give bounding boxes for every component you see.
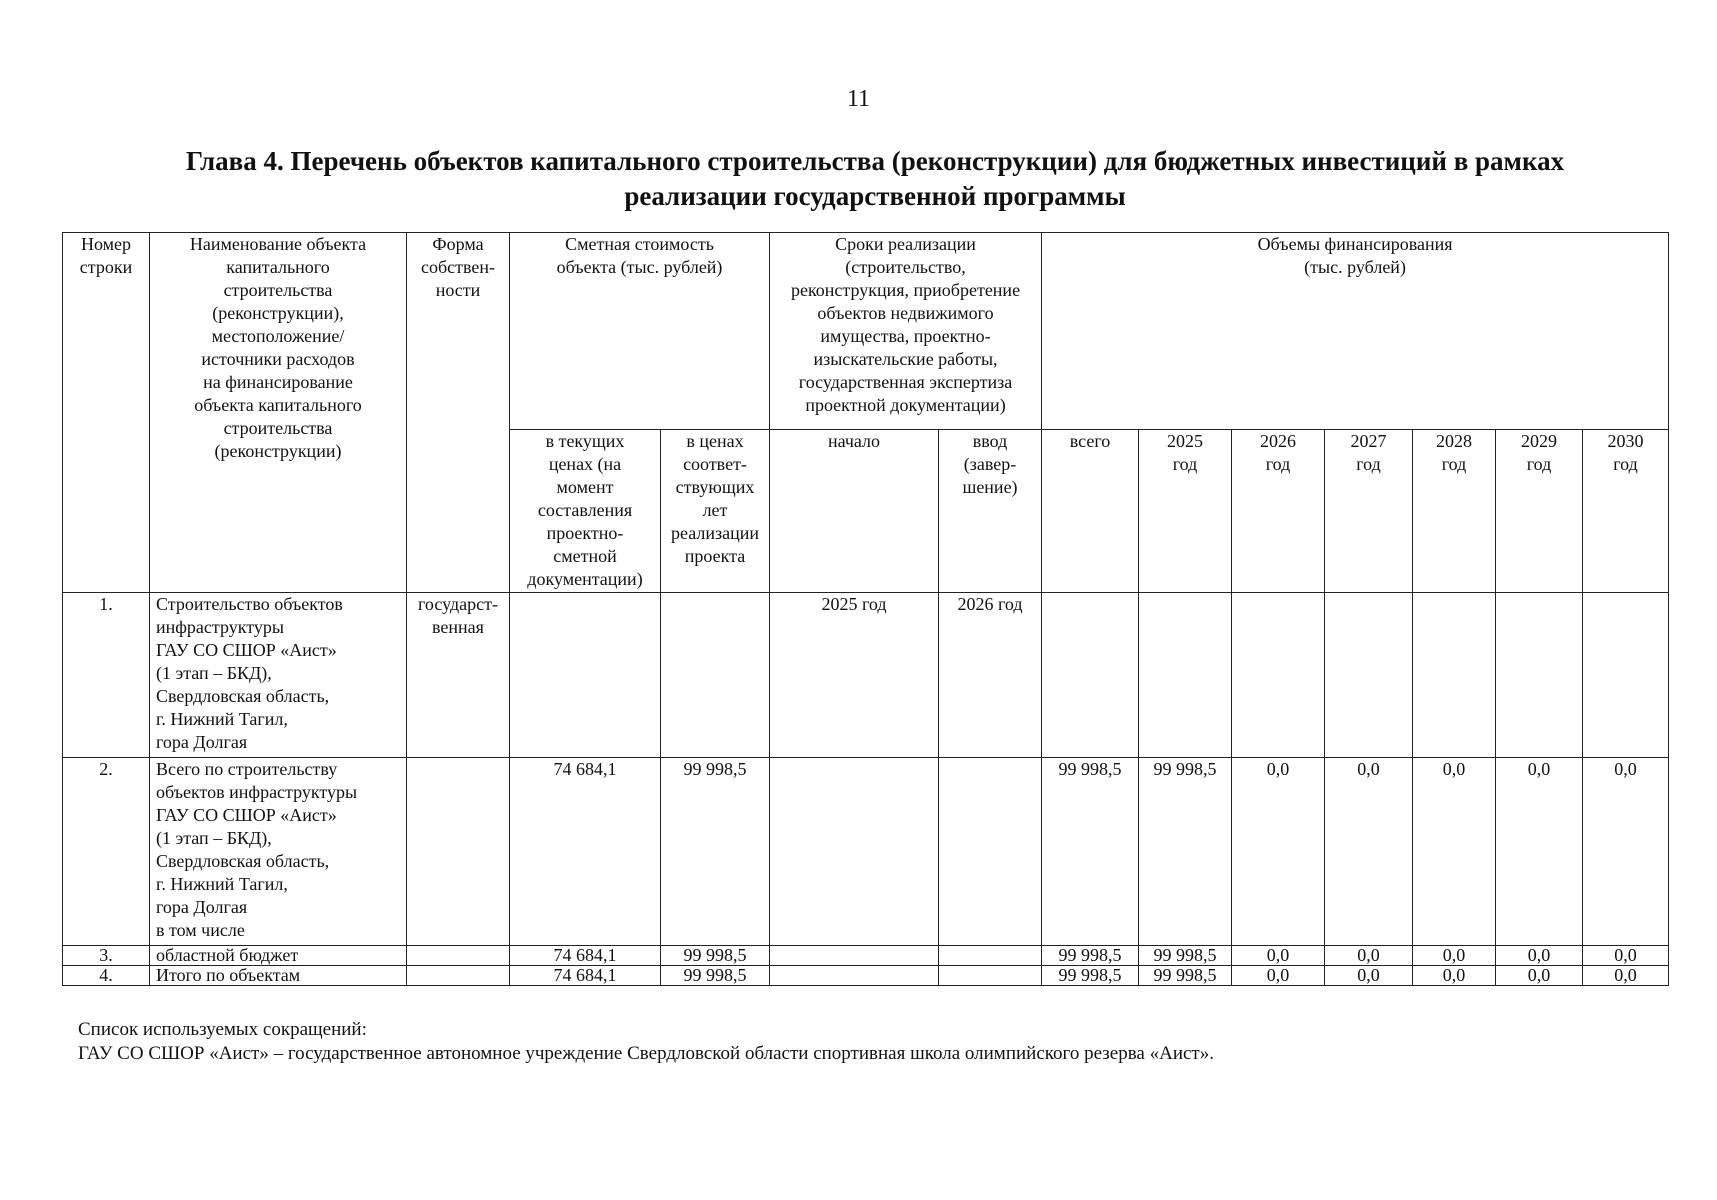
y2029-cell: 0,0 — [1496, 946, 1583, 966]
row-number-cell: 2. — [63, 758, 150, 946]
y2026-cell: 0,0 — [1232, 946, 1325, 966]
header-year-2026: 2026 год — [1232, 430, 1325, 593]
ownership-cell — [407, 758, 510, 946]
abbreviations-heading: Список используемых сокращений: — [78, 1019, 367, 1040]
object-name-cell: областной бюджет — [150, 946, 407, 966]
ownership-cell — [407, 966, 510, 986]
table-row — [63, 593, 1669, 758]
cost-current-cell — [510, 593, 661, 758]
start-cell — [770, 758, 939, 946]
table-row — [63, 758, 1669, 946]
y2027-cell: 0,0 — [1325, 946, 1413, 966]
object-name-cell: Всего по строительству объектов инфраструктуры ГАУ СО СШОР «Аист» (1 этап – БКД), Свердловская область, г. Нижний Тагил, гора Долгая в том числе — [150, 758, 407, 946]
ownership-cell — [407, 946, 510, 966]
start-cell — [770, 946, 939, 966]
abbreviation-item: ГАУ СО СШОР «Аист» – государственное автономное учреждение Свердловской области спортивная школа олимпийского резерва «Аист». — [78, 1043, 1214, 1064]
table-row — [63, 966, 1669, 986]
row-number-cell: 3. — [63, 946, 150, 966]
header-year-2028: 2028 год — [1413, 430, 1496, 593]
header-year-2030: 2030 год — [1583, 430, 1669, 593]
header-estimated-cost: Сметная стоимость объекта (тыс. рублей) — [510, 233, 770, 430]
row-number-cell: 4. — [63, 966, 150, 986]
end-cell — [939, 966, 1042, 986]
chapter-title — [110, 144, 1640, 214]
total-cell — [1042, 593, 1139, 758]
header-year-2027: 2027 год — [1325, 430, 1413, 593]
cost-current-cell: 74 684,1 — [510, 758, 661, 946]
object-name-cell: Строительство объектов инфраструктуры ГАУ СО СШОР «Аист» (1 этап – БКД), Свердловская область, г. Нижний Тагил, гора Долгая — [150, 593, 407, 758]
end-cell: 2026 год — [939, 593, 1042, 758]
capital-construction-table — [62, 232, 1669, 986]
y2025-cell — [1139, 593, 1232, 758]
y2030-cell: 0,0 — [1583, 758, 1669, 946]
end-cell — [939, 946, 1042, 966]
y2026-cell — [1232, 593, 1325, 758]
cost-current-cell: 74 684,1 — [510, 946, 661, 966]
abbreviations-list — [78, 1018, 1214, 1066]
y2030-cell: 0,0 — [1583, 966, 1669, 986]
header-timing-end: ввод (завер- шение) — [939, 430, 1042, 593]
y2029-cell: 0,0 — [1496, 758, 1583, 946]
header-cost-current: в текущих ценах (на момент составления проектно- сметной документации) — [510, 430, 661, 593]
header-cost-years: в ценах соответ- ствующих лет реализации проекта — [661, 430, 770, 593]
total-cell: 99 998,5 — [1042, 966, 1139, 986]
y2028-cell: 0,0 — [1413, 946, 1496, 966]
page-number: 11 — [846, 86, 871, 112]
y2030-cell: 0,0 — [1583, 946, 1669, 966]
y2028-cell — [1413, 593, 1496, 758]
table-row — [63, 946, 1669, 966]
chapter-title-line-2: реализации государственной программы — [624, 181, 1126, 211]
header-timing-start: начало — [770, 430, 939, 593]
chapter-title-line-1: Глава 4. Перечень объектов капитального строительства (реконструкции) для бюджетных инвестиций в рамках — [185, 146, 1565, 176]
cost-current-cell: 74 684,1 — [510, 966, 661, 986]
cost-years-cell: 99 998,5 — [661, 758, 770, 946]
cost-years-cell: 99 998,5 — [661, 966, 770, 986]
header-object-name: Наименование объекта капитального строительства (реконструкции), местоположение/ источники расходов на финансирование объекта капитального строительства (реконструкции) — [150, 233, 407, 593]
ownership-cell: государст- венная — [407, 593, 510, 758]
y2028-cell: 0,0 — [1413, 758, 1496, 946]
row-number-cell: 1. — [63, 593, 150, 758]
header-ownership: Форма собствен- ности — [407, 233, 510, 593]
total-cell: 99 998,5 — [1042, 758, 1139, 946]
y2027-cell: 0,0 — [1325, 966, 1413, 986]
y2027-cell: 0,0 — [1325, 758, 1413, 946]
y2029-cell: 0,0 — [1496, 966, 1583, 986]
header-year-2029: 2029 год — [1496, 430, 1583, 593]
y2025-cell: 99 998,5 — [1139, 946, 1232, 966]
y2030-cell — [1583, 593, 1669, 758]
header-row-1 — [63, 233, 1669, 430]
y2025-cell: 99 998,5 — [1139, 966, 1232, 986]
y2028-cell: 0,0 — [1413, 966, 1496, 986]
cost-years-cell: 99 998,5 — [661, 946, 770, 966]
start-cell: 2025 год — [770, 593, 939, 758]
object-name-cell: Итого по объектам — [150, 966, 407, 986]
y2027-cell — [1325, 593, 1413, 758]
start-cell — [770, 966, 939, 986]
header-row-number: Номер строки — [63, 233, 150, 593]
cost-years-cell — [661, 593, 770, 758]
y2025-cell: 99 998,5 — [1139, 758, 1232, 946]
end-cell — [939, 758, 1042, 946]
header-funding: Объемы финансирования (тыс. рублей) — [1042, 233, 1669, 430]
y2029-cell — [1496, 593, 1583, 758]
y2026-cell: 0,0 — [1232, 758, 1325, 946]
y2026-cell: 0,0 — [1232, 966, 1325, 986]
total-cell: 99 998,5 — [1042, 946, 1139, 966]
header-timing: Сроки реализации (строительство, реконструкция, приобретение объектов недвижимого имущества, проектно- изыскательские работы, государственная экспертиза проектной документации) — [770, 233, 1042, 430]
header-year-2025: 2025 год — [1139, 430, 1232, 593]
header-funding-total: всего — [1042, 430, 1139, 593]
